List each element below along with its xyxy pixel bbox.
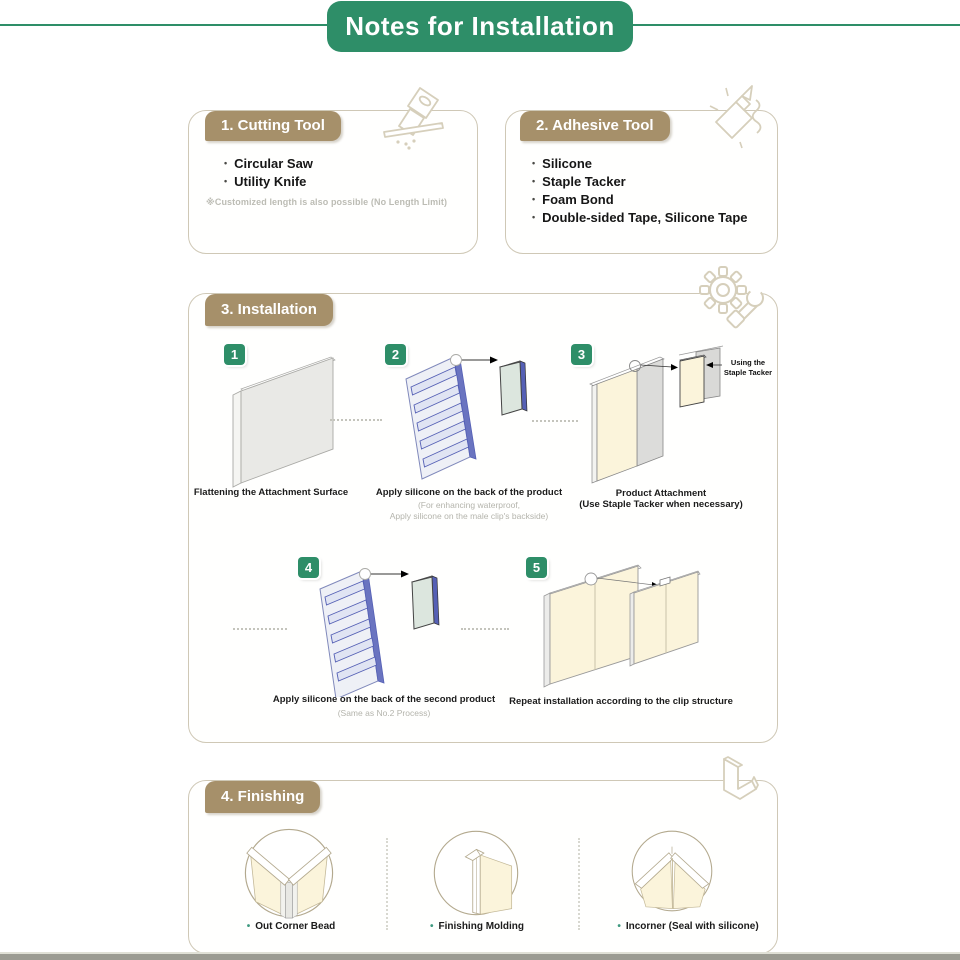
list-item: • Silicone	[532, 157, 748, 170]
list-item: • Double-sided Tape, Silicone Tape	[532, 211, 748, 224]
step5-repeat-illustration	[538, 556, 710, 688]
finishing-item-caption: • Out Corner Bead	[247, 921, 336, 932]
out-corner-bead-illustration	[243, 827, 335, 919]
page-title: Notes for Installation	[327, 1, 633, 52]
page-bottom-bar	[0, 952, 960, 960]
dotted-separator	[233, 628, 287, 630]
step4-silicone-illustration	[310, 563, 448, 697]
list-item: • Utility Knife	[224, 175, 313, 188]
installation-label: 3. Installation	[205, 294, 333, 326]
cutting-tool-note: ※Customized length is also possible (No Length Limit)	[206, 197, 448, 207]
list-item: • Staple Tacker	[532, 175, 748, 188]
adhesive-tool-list	[532, 157, 748, 229]
incorner-illustration	[630, 829, 714, 913]
dotted-divider	[578, 838, 580, 930]
step2-silicone-illustration	[392, 351, 534, 483]
cutting-tool-list	[224, 157, 313, 193]
dotted-divider	[386, 838, 388, 930]
list-item: • Foam Bond	[532, 193, 748, 206]
step5-caption: Repeat installation according to the clip structure	[509, 696, 733, 707]
step1-caption: Flattening the Attachment Surface	[193, 487, 349, 498]
dotted-separator	[461, 628, 509, 630]
step2-caption: Apply silicone on the back of the product	[375, 487, 563, 498]
step2-subcaption: (For enhancing waterproof,	[417, 500, 521, 510]
dotted-separator	[330, 419, 382, 421]
step-badge-4: 4	[298, 557, 319, 578]
annotation-line: Using the	[730, 358, 766, 367]
step-badge-3: 3	[571, 344, 592, 365]
step2-subcaption: Apply silicone on the male clip's backside)	[389, 511, 549, 521]
dotted-separator	[532, 420, 578, 422]
finishing-item-caption: • Finishing Molding	[430, 921, 524, 932]
finishing-item-caption: • Incorner (Seal with silicone)	[617, 921, 758, 932]
silicone-bottle-icon	[696, 84, 776, 150]
step-badge-1: 1	[224, 344, 245, 365]
step3-annotation	[722, 358, 774, 377]
step1-wall-panel-illustration	[229, 349, 341, 491]
step3-attachment-illustration	[584, 344, 724, 490]
step4-caption: Apply silicone on the back of the second product	[272, 694, 496, 705]
finishing-label: 4. Finishing	[205, 781, 320, 813]
step4-subcaption: (Same as No.2 Process)	[337, 708, 431, 718]
step3-caption: Product Attachment	[615, 488, 707, 499]
list-item: • Circular Saw	[224, 157, 313, 170]
step-badge-2: 2	[385, 344, 406, 365]
annotation-line: Staple Tacker	[723, 367, 773, 377]
cutting-tool-label: 1. Cutting Tool	[205, 111, 341, 141]
adhesive-tool-label: 2. Adhesive Tool	[520, 111, 670, 141]
utility-knife-icon	[368, 86, 452, 152]
step3-caption-line2: (Use Staple Tacker when necessary)	[579, 499, 743, 510]
step-badge-5: 5	[526, 557, 547, 578]
corner-molding-icon	[700, 755, 764, 823]
gear-wrench-icon	[693, 262, 769, 330]
finishing-molding-illustration	[432, 829, 520, 917]
